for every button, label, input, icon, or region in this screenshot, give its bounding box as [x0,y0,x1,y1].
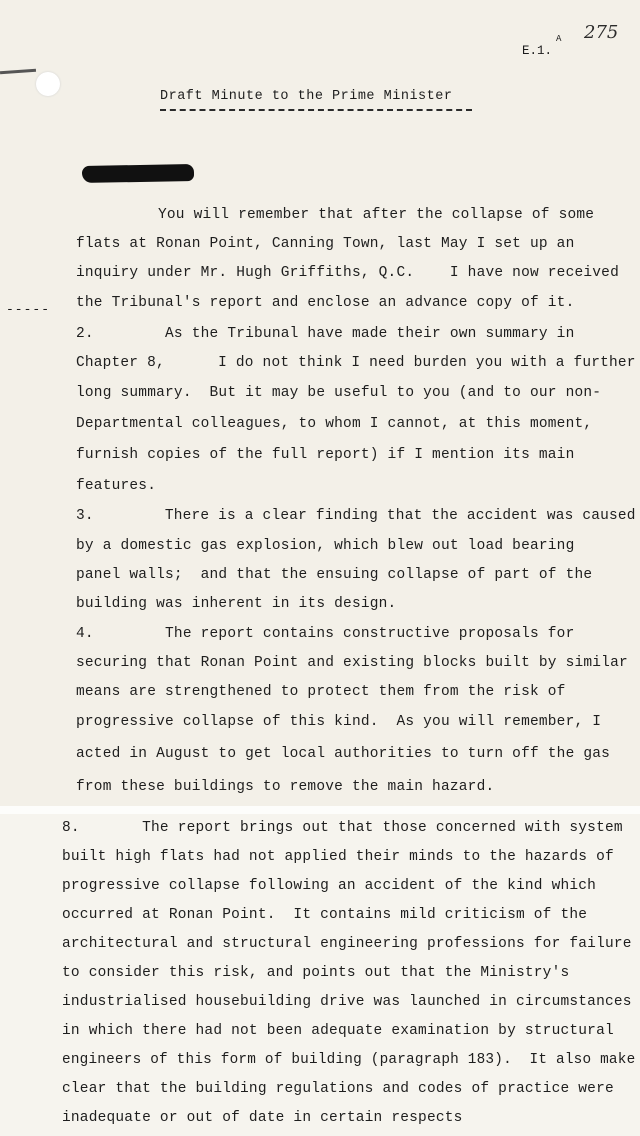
text-line: industrialised housebuilding drive was launched in circumstances [62,994,632,1010]
text-line: You will remember that after the collapse of some [158,207,595,223]
text-line: progressive collapse of this kind. As you will remember, I [76,714,602,730]
text-line: features. [76,478,157,494]
text-line: means are strengthened to protect them from the risk of [76,684,566,700]
text-line: in which there had not been adequate examination by structural [62,1023,614,1039]
redaction-mark [82,164,194,183]
text-line: by a domestic gas explosion, which blew out load bearing [76,538,575,554]
text-line: progressive collapse following an accident of the kind which [62,878,597,894]
document-title: Draft Minute to the Prime Minister [160,89,453,104]
document-reference: E.1. [522,44,553,58]
page-seam [0,806,640,814]
text-line: built high flats had not applied their minds to the hazards of [62,849,614,865]
text-line: occurred at Ronan Point. It contains mild criticism of the [62,907,588,923]
handwritten-page-number: 275 [584,22,619,43]
text-line: the Tribunal's report and enclose an advance copy of it. [76,295,575,311]
text-line: to consider this risk, and points out that the Ministry's [62,965,570,981]
punch-hole [36,72,60,96]
text-line: from these buildings to remove the main hazard. [76,779,495,795]
text-line: Departmental colleagues, to whom I cannot, at this moment, [76,416,593,432]
text-line: inadequate or out of date in certain respects [62,1110,463,1126]
text-line: 3. There is a clear finding that the accident was caused [76,508,636,524]
text-line: building was inherent in its design. [76,596,397,612]
text-line: inquiry under Mr. Hugh Griffiths, Q.C. I have now received [76,265,619,281]
title-underline [160,109,472,111]
text-line: 4. The report contains constructive proposals for [76,626,575,642]
reference-superscript: A [556,34,562,44]
text-line: clear that the building regulations and codes of practice were [62,1081,614,1097]
text-line: 8. The report brings out that those concerned with system [62,820,623,836]
text-line: 2. As the Tribunal have made their own summary in [76,326,575,342]
text-line: furnish copies of the full report) if I mention its main [76,447,575,463]
text-line: long summary. But it may be useful to you (and to our non- [76,385,602,401]
text-line: panel walls; and that the ensuing collapse of part of the [76,567,593,583]
text-line: engineers of this form of building (paragraph 183). It also make [62,1052,636,1068]
text-line: flats at Ronan Point, Canning Town, last May I set up an [76,236,575,252]
margin-mark: ----- [6,302,51,317]
text-line: Chapter 8, I do not think I need burden you with a further [76,355,636,371]
text-line: architectural and structural engineering professions for failure [62,936,632,952]
text-line: acted in August to get local authorities to turn off the gas [76,746,611,762]
text-line: securing that Ronan Point and existing blocks built by similar [76,655,628,671]
